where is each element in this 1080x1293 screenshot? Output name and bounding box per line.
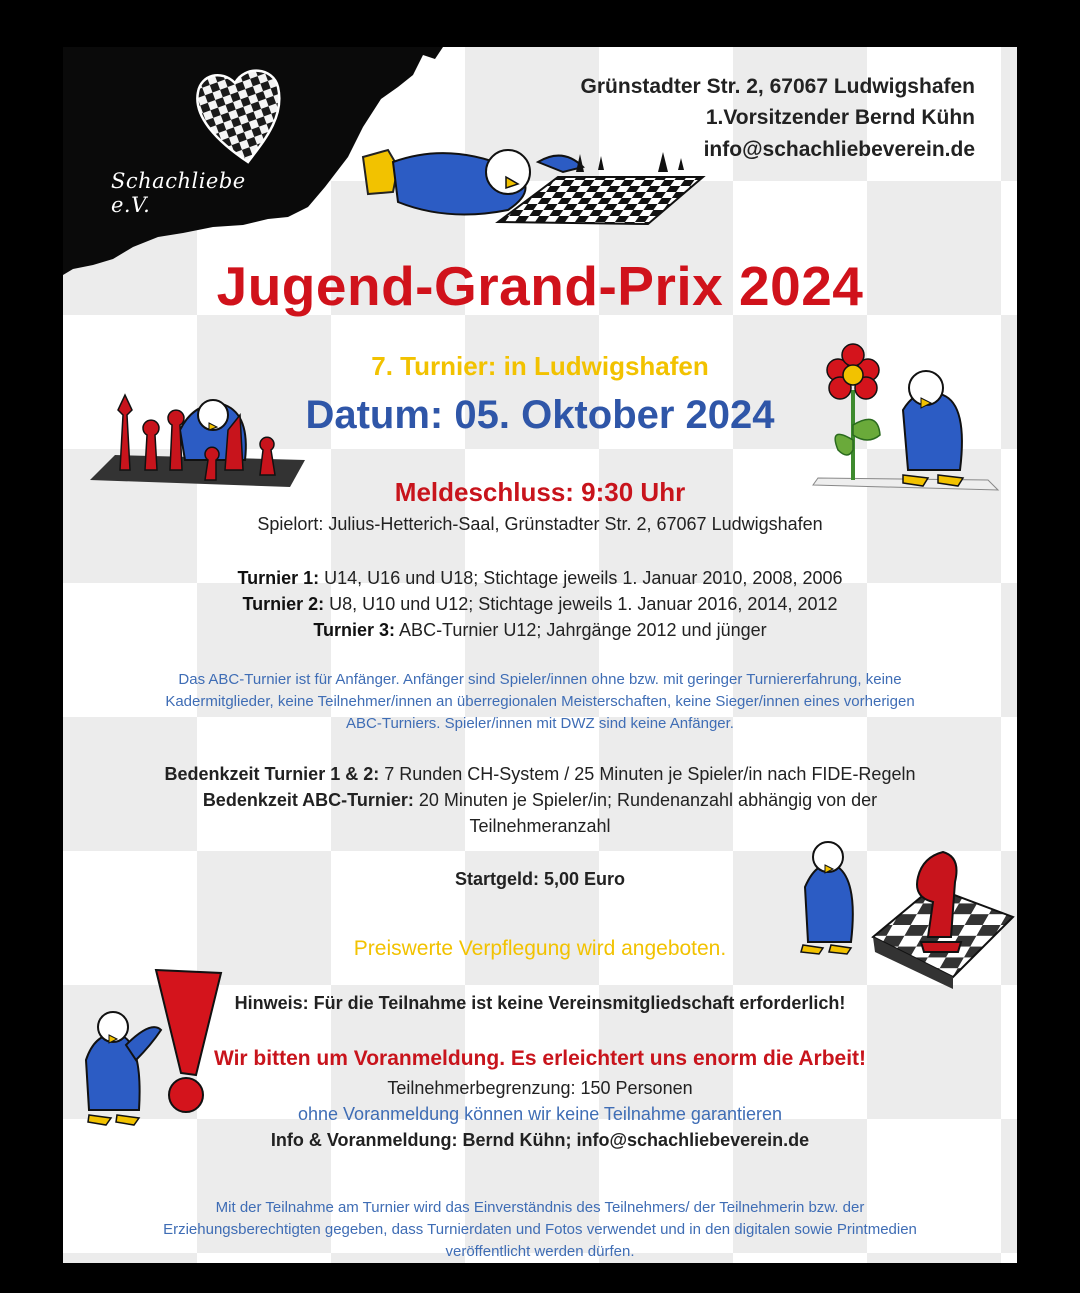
tournament-text: U8, U10 und U12; Stichtage jeweils 1. Januar 2016, 2014, 2012 [324, 594, 838, 614]
bird-lying-chessboard-illustration [358, 132, 703, 232]
tournament-2 [63, 594, 1017, 615]
time-control-abc-label: Bedenkzeit ABC-Turnier: [202, 790, 414, 810]
registration-deadline: Meldeschluss: 9:30 Uhr [394, 477, 686, 507]
poster [63, 47, 1017, 1263]
tournament-1 [63, 568, 1017, 589]
catering-note: Preiswerte Verpflegung wird angeboten. [353, 937, 727, 960]
tournament-label: Turnier 3: [313, 620, 396, 640]
time-control-t12 [63, 761, 1017, 787]
disclaimer-line: Mit der Teilnahme am Turnier wird das Einverständnis des Teilnehmers/ der Teilnehmerin bzw. der [215, 1199, 865, 1216]
time-control-abc-text: 20 Minuten je Spieler/in; Rundenanzahl abhängig von der [413, 790, 878, 810]
abc-info-line: ABC-Turniers. Spieler/innen mit DWZ sind keine Anfänger. [346, 715, 734, 732]
abc-info-line: Das ABC-Turnier ist für Anfänger. Anfänger sind Spieler/innen ohne bzw. mit geringer Turniererfahrung, keine [178, 671, 902, 688]
club-name-logo-text: Schachliebe e.V. [111, 169, 246, 217]
contact-address: Grünstadter Str. 2, 67067 Ludwigshafen [580, 75, 975, 98]
tournament-label: Turnier 1: [237, 568, 320, 588]
tournament-text: ABC-Turnier U12; Jahrgänge 2012 und jünger [395, 620, 767, 640]
disclaimer-line: veröffentlicht werden dürfen. [445, 1243, 635, 1260]
time-control-t12-label: Bedenkzeit Turnier 1 & 2: [164, 764, 380, 784]
membership-note: Hinweis: Für die Teilnahme ist keine Vereinsmitgliedschaft erforderlich! [234, 993, 846, 1013]
venue: Spielort: Julius-Hetterich-Saal, Grünstadter Str. 2, 67067 Ludwigshafen [257, 514, 823, 534]
subtitle: 7. Turnier: in Ludwigshafen [371, 351, 709, 381]
participant-limit: Teilnehmerbegrenzung: 150 Personen [387, 1078, 693, 1098]
abc-info-line: Kadermitglieder, keine Teilnehmer/innen an überregionalen Meisterschaften, keine Sieger/innen eines vorherigen [165, 693, 915, 710]
time-control-abc [63, 787, 1017, 813]
entry-fee: Startgeld: 5,00 Euro [454, 869, 626, 889]
contact-email[interactable]: info@schachliebeverein.de [703, 138, 975, 161]
page-title: Jugend-Grand-Prix 2024 [216, 255, 864, 317]
disclaimer-line: Erziehungsberechtigten gegeben, dass Turnierdaten und Fotos verwendet und in den digitalen sowie Printmedien [163, 1221, 917, 1238]
disclaimer [63, 1197, 1017, 1263]
tournament-text: U14, U16 und U18; Stichtage jeweils 1. Januar 2010, 2008, 2006 [319, 568, 843, 588]
bird-flower-illustration [808, 340, 1003, 495]
event-date: Datum: 05. Oktober 2024 [305, 393, 775, 437]
time-control-t12-text: 7 Runden CH-System / 25 Minuten je Spieler/in nach FIDE-Regeln [379, 764, 916, 784]
tournament-3 [63, 620, 1017, 641]
tournament-label: Turnier 2: [242, 594, 325, 614]
abc-info [63, 669, 1017, 735]
time-control-abc-text2: Teilnehmeranzahl [469, 816, 611, 836]
no-guarantee-note: ohne Voranmeldung können wir keine Teilnahme garantieren [298, 1104, 782, 1124]
contact-chair: 1.Vorsitzender Bernd Kühn [705, 106, 975, 129]
preregistration-request: Wir bitten um Voranmeldung. Es erleichtert uns enorm die Arbeit! [213, 1047, 867, 1070]
bird-knight-chessboard-illustration [793, 817, 1017, 997]
registration-contact: Info & Voranmeldung: Bernd Kühn; info@schachliebeverein.de [270, 1130, 810, 1150]
